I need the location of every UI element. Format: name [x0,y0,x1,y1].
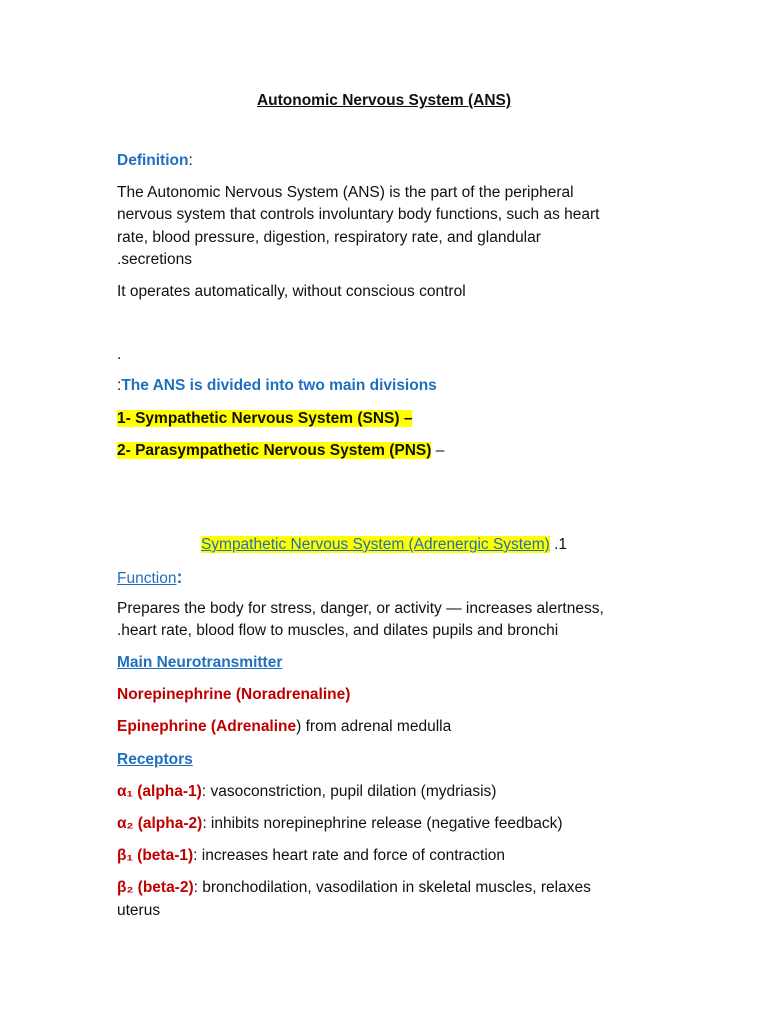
definition-colon: : [188,152,193,169]
division-item-2-text: 2- Parasympathetic Nervous System (PNS) [117,442,432,459]
sympathetic-heading-number: .1 [549,536,568,553]
stray-dot: . [117,346,122,363]
definition-text-2: nervous system that controls involuntary body functions, such as heart [117,206,600,223]
function-line [117,566,182,590]
receptor-beta2 [117,877,591,899]
receptor-alpha1 [117,781,496,803]
divisions-prefix: : [117,377,122,394]
neurotransmitter-1: Norepinephrine (Noradrenaline) [117,686,351,703]
receptor-beta1-name: β₁ (beta-1) [117,847,194,864]
receptors-line [117,749,193,771]
neurotransmitter-2-rest: ) from adrenal medulla [296,718,452,735]
sympathetic-heading-line [0,534,768,556]
divisions-line [117,375,437,397]
neurotransmitter-2-name: Epinephrine (Adrenaline [117,718,297,735]
sympathetic-heading-link[interactable]: Sympathetic Nervous System (Adrenergic System) [200,536,550,553]
division-item-1-text: 1- Sympathetic Nervous System (SNS) – [117,410,413,427]
definition-heading: Definition [117,152,189,169]
division-item-2 [117,440,444,462]
divisions-heading: The ANS is divided into two main divisions [121,377,437,394]
receptor-beta2-name: β₂ (beta-2) [117,879,194,896]
receptor-beta2-desc: : bronchodilation, vasodilation in skeletal muscles, relaxes [193,879,591,896]
definition-text-4: .secretions [117,251,192,268]
division-item-2-suffix: – [431,442,445,459]
function-label-link[interactable]: Function [117,570,177,587]
automatic-text: It operates automatically, without conscious control [117,283,466,300]
receptor-alpha2 [117,813,562,835]
receptor-alpha2-desc: : inhibits norepinephrine release (negative feedback) [202,815,563,832]
receptor-alpha1-desc: : vasoconstriction, pupil dilation (mydriasis) [201,783,497,800]
function-text-2: .heart rate, blood flow to muscles, and dilates pupils and bronchi [117,622,559,639]
receptor-alpha2-name: α₂ (alpha-2) [117,815,203,832]
neurotransmitter-2 [117,716,451,738]
division-item-1 [117,408,412,430]
receptor-alpha1-name: α₁ (alpha-1) [117,783,202,800]
definition-text-3: rate, blood pressure, digestion, respiratory rate, and glandular [117,229,541,246]
neurotransmitter-heading-link[interactable]: Main Neurotransmitter [117,654,283,671]
page-title: Autonomic Nervous System (ANS) [256,92,512,109]
receptor-beta1-desc: : increases heart rate and force of contraction [193,847,506,864]
definition-text-1: The Autonomic Nervous System (ANS) is the part of the peripheral [117,184,574,201]
neurotransmitter-line [117,652,282,674]
function-colon: : [176,567,183,587]
receptors-heading-link[interactable]: Receptors [117,751,193,768]
function-text-1: Prepares the body for stress, danger, or activity — increases alertness, [117,600,604,617]
receptor-beta2-continued: uterus [117,902,161,919]
definition-line [117,150,193,172]
receptor-beta1 [117,845,505,867]
